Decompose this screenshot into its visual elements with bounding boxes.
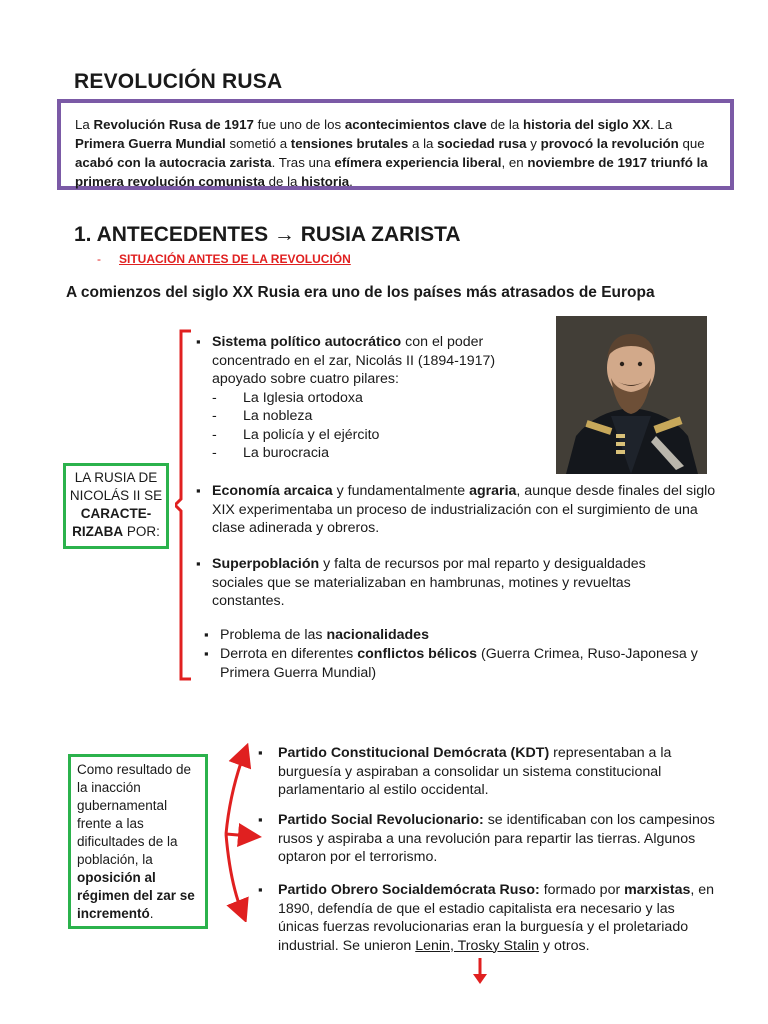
list-item: ▪ Sistema político autocrático con el poder concentrado en el zar, Nicolás II (1894-1917) apoyado sobre cuatro pilares: - La Iglesia ortodoxa - La nobleza - La policía y el ejército - La burocracia (196, 333, 536, 463)
party-item: ▪ Partido Obrero Socialdemócrata Ruso: formado por marxistas, en 1890, defendía de que el estadio capitalista era necesario y las únicas fuerzas revolucionarias eran la burguesía y el proletariado industrial. Se unieron Lenin, Trosky Stalin y otros. (258, 881, 718, 955)
intro-text: La Revolución Rusa de 1917 fue uno de los acontecimientos clave de la historia del siglo XX. La Primera Guerra Mundial sometió a tensiones brutales a la sociedad rusa y provocó la revolución que acabó con la autocracia zarista. Tras una efímera experiencia liberal, en noviembre de 1917 triunfó la primera revolución comunista de la historia. (75, 117, 708, 189)
list-item: ▪ Economía arcaica y fundamentalmente agraria, aunque desde finales del siglo XIX experimentaba un proceso de industrialización con el surgimiento de una clase adinerada y obreros. (196, 482, 726, 538)
party-item: ▪ Partido Social Revolucionario: se identificaban con los campesinos rusos y aspiraba a una revolución para repartir las tierras. Algunos optaron por el terrorismo. (258, 811, 718, 867)
list-item: ▪ Derrota en diferentes conflictos bélicos (Guerra Crimea, Ruso-Japonesa y Primera Guerra Mundial) (204, 645, 714, 682)
sub-list-item: - La policía y el ejército (212, 426, 536, 445)
list-item: ▪ Problema de las nacionalidades (204, 626, 714, 645)
red-arrows (222, 742, 262, 922)
down-arrow (470, 956, 490, 986)
sub-heading: SITUACIÓN ANTES DE LA REVOLUCIÓN (119, 252, 351, 266)
lead-sentence: A comienzos del siglo XX Rusia era uno de los países más atrasados de Europa (66, 284, 655, 301)
portrait-image (556, 316, 707, 474)
sub-list-item: - La burocracia (212, 444, 536, 463)
page-title: REVOLUCIÓN RUSA (74, 70, 283, 93)
red-bracket (175, 329, 195, 681)
sub-list-item: - La nobleza (212, 407, 536, 426)
party-item: ▪ Partido Constitucional Demócrata (KDT) representaban a la burguesía y aspiraban a consolidar un sistema constitucional parlamentario al estilo occidental. (258, 744, 718, 800)
list-item: ▪ Superpoblación y falta de recursos por mal reparto y desigualdades sociales que se materializaban en hambrunas, motines y revueltas constantes. (196, 555, 676, 611)
sub-list-item: - La Iglesia ortodoxa (212, 389, 536, 408)
rusia-nicolas-box: LA RUSIA DE NICOLÁS II SE CARACTE- RIZABA POR: (63, 463, 169, 549)
opposition-box: Como resultado de la inacción gubernamental frente a las dificultades de la población, la oposición al régimen del zar se incrementó. (68, 754, 208, 929)
leaders-link: Lenin, Trosky Stalin (415, 937, 540, 954)
section-heading: 1. ANTECEDENTES → RUSIA ZARISTA (74, 223, 461, 246)
sub-heading-dash: - (97, 252, 101, 266)
